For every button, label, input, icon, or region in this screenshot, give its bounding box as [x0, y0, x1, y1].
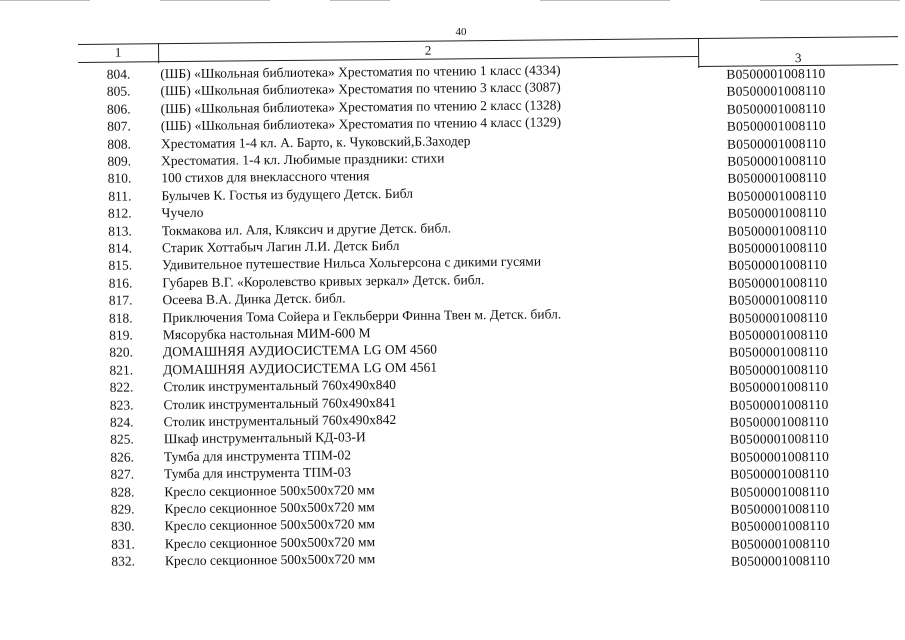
- item-name: Шкаф инструментальный КД-03-И: [163, 429, 366, 447]
- item-code: B0500001008110: [727, 222, 827, 239]
- item-code: B0500001008110: [729, 431, 829, 448]
- item-name: (ШБ) «Школьная библиотека» Хрестоматия по чтению 1 класс (4334): [160, 62, 561, 82]
- item-name: Булычев К. Гостья из будущего Детск. Библ: [161, 185, 414, 204]
- row-number: 805.: [106, 83, 131, 100]
- column-header-3: 3: [794, 50, 802, 66]
- item-code: B0500001008110: [728, 257, 828, 274]
- row-number: 827.: [110, 466, 135, 482]
- item-code: B0500001008110: [728, 292, 828, 308]
- item-name: Осеева В.А. Динка Детск. библ.: [162, 290, 346, 308]
- item-code: B0500001008110: [727, 205, 827, 221]
- row-number: 823.: [109, 397, 134, 413]
- item-name: 100 стихов для внеклассного чтения: [161, 168, 370, 186]
- row-number: 804.: [106, 66, 131, 82]
- item-name: Тумба для инструмента ТПМ-02: [163, 447, 351, 464]
- item-code: B0500001008110: [727, 152, 827, 169]
- item-code: B0500001008110: [730, 483, 830, 500]
- item-name: Приключения Тома Сойера и Гекльберри Финна Твен м. Детск. библ.: [162, 305, 562, 325]
- column-header-1: 1: [114, 44, 122, 60]
- item-name: (ШБ) «Школьная библиотека» Хрестоматия по чтению 3 класс (3087): [160, 79, 561, 99]
- row-number: 830.: [110, 518, 135, 535]
- row-number: 817.: [108, 292, 133, 308]
- item-code: B0500001008110: [730, 500, 830, 517]
- item-name: Мясорубка настольная МИМ-600 М: [162, 325, 371, 343]
- row-number: 816.: [108, 275, 133, 291]
- scan-edge-line: [330, 0, 390, 1]
- item-name: Удивительное путешествие Нильса Хольгерсона с дикими гусями: [162, 253, 542, 273]
- row-number: 806.: [106, 101, 131, 117]
- item-code: B0500001008110: [727, 239, 828, 256]
- item-name: Столик инструментальный 760х490х842: [163, 411, 397, 430]
- item-code: B0500001008110: [729, 448, 830, 465]
- item-code: B0500001008110: [729, 379, 829, 395]
- item-name: Кресло секционное 500х500х720 мм: [164, 533, 376, 551]
- row-number: 814.: [108, 240, 133, 256]
- item-name: Губарев В.Г. «Королевство кривых зеркал» Детск. библ.: [162, 271, 485, 290]
- item-name: Хрестоматия 1-4 кл. А. Барто, к. Чуковский,Б.Заходер: [160, 132, 471, 151]
- item-code: B0500001008110: [726, 135, 827, 152]
- inventory-table: [78, 36, 904, 634]
- row-number: 832.: [111, 553, 136, 569]
- page-number: 40: [455, 26, 467, 38]
- item-name: Кресло секционное 500х500х720 мм: [164, 516, 375, 534]
- item-code: B0500001008110: [728, 326, 828, 343]
- item-code: B0500001008110: [730, 518, 830, 535]
- item-name: Столик инструментальный 760х490х840: [163, 377, 396, 395]
- row-number: 815.: [108, 257, 133, 274]
- row-number: 810.: [107, 170, 132, 187]
- item-name: Тумба для инструмента ТПМ-03: [164, 464, 352, 482]
- item-code: B0500001008110: [726, 118, 826, 134]
- scan-edge-line: [160, 0, 270, 1]
- row-number: 829.: [110, 501, 135, 517]
- item-name: Хрестоматия. 1-4 кл. Любимые праздники: стихи: [161, 150, 445, 169]
- row-number: 822.: [109, 379, 134, 395]
- item-name: Кресло секционное 500х500х720 мм: [164, 551, 376, 569]
- row-number: 809.: [107, 153, 132, 169]
- item-name: Чучело: [161, 204, 204, 221]
- item-code: B0500001008110: [730, 535, 830, 552]
- item-code: B0500001008110: [727, 170, 827, 187]
- item-code: B0500001008110: [728, 344, 829, 361]
- row-number: 808.: [107, 136, 132, 152]
- row-number: 811.: [108, 188, 132, 204]
- item-code: B0500001008110: [729, 413, 829, 430]
- column-header-2: 2: [424, 42, 432, 58]
- item-code: B0500001008110: [729, 396, 829, 413]
- row-number: 821.: [109, 362, 134, 378]
- scan-edge-line: [760, 0, 900, 1]
- item-code: B0500001008110: [726, 100, 826, 117]
- item-name: Кресло секционное 500х500х720 мм: [164, 481, 375, 499]
- row-number: 807.: [107, 118, 131, 134]
- item-code: B0500001008110: [726, 83, 826, 100]
- item-name: Токмакова ил. Аля, Кляксич и другие Детск. библ.: [161, 220, 452, 238]
- item-name: (ШБ) «Школьная библиотека» Хрестоматия по чтению 4 класс (1329): [160, 114, 562, 134]
- row-number: 819.: [109, 327, 133, 343]
- scan-edge-line: [540, 0, 670, 1]
- item-name: Столик инструментальный 760х490х841: [163, 394, 397, 412]
- item-code: B0500001008110: [730, 465, 830, 482]
- item-code: B0500001008110: [727, 187, 827, 204]
- row-number: 813.: [108, 223, 132, 239]
- item-code: B0500001008110: [729, 361, 829, 378]
- row-number: 825.: [110, 431, 134, 448]
- item-name: ДОМАШНЯЯ АУДИОСИСТЕМА LG OM 4561: [163, 359, 438, 377]
- item-name: Кресло секционное 500х500х720 мм: [164, 499, 375, 517]
- item-name: (ШБ) «Школьная библиотека» Хрестоматия по чтению 2 класс (1328): [160, 97, 561, 117]
- row-number: 828.: [110, 484, 135, 500]
- item-code: B0500001008110: [726, 65, 826, 82]
- item-name: ДОМАШНЯЯ АУДИОСИСТЕМА LG OM 4560: [162, 341, 437, 360]
- row-number: 818.: [108, 310, 133, 326]
- item-code: B0500001008110: [730, 552, 831, 569]
- scan-edge-line: [0, 0, 90, 1]
- row-number: 812.: [107, 205, 132, 221]
- row-number: 824.: [109, 414, 134, 430]
- item-code: B0500001008110: [728, 274, 828, 291]
- item-code: B0500001008110: [728, 309, 828, 326]
- row-number: 820.: [109, 344, 134, 361]
- row-number: 826.: [110, 449, 135, 465]
- row-number: 831.: [111, 536, 135, 552]
- item-name: Старик Хоттабыч Лагин Л.И. Детск Библ: [161, 237, 400, 256]
